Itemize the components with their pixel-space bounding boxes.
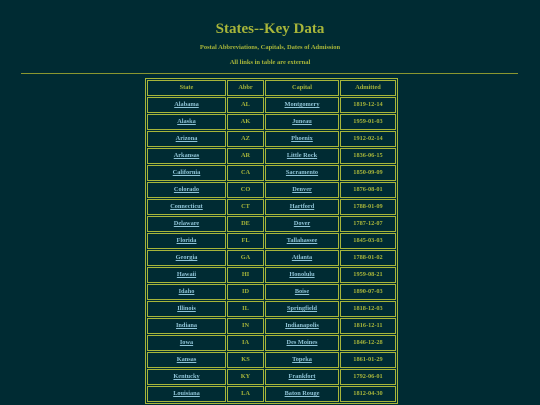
capital-link[interactable]: Honolulu — [289, 271, 315, 278]
table-row — [147, 335, 396, 351]
capital-link[interactable]: Des Moines — [286, 339, 318, 346]
abbr-cell: FL — [227, 233, 264, 249]
abbr-cell: DE — [227, 216, 264, 232]
table-row — [147, 386, 396, 402]
state-link[interactable]: Kentucky — [173, 373, 200, 380]
state-link[interactable]: Arizona — [175, 135, 198, 142]
state-cell — [147, 131, 226, 147]
table-row — [147, 165, 396, 181]
capital-link[interactable]: Little Rock — [286, 152, 318, 159]
state-cell — [147, 165, 226, 181]
admitted-cell: 1846-12-28 — [340, 335, 396, 351]
capital-link[interactable]: Indianapolis — [285, 322, 319, 329]
capital-cell — [265, 369, 339, 385]
capital-cell — [265, 199, 339, 215]
admitted-cell: 1861-01-29 — [340, 352, 396, 368]
admitted-cell: 1788-01-02 — [340, 250, 396, 266]
table-row — [147, 148, 396, 164]
table-row — [147, 267, 396, 283]
state-link[interactable]: Idaho — [178, 288, 195, 295]
table-row — [147, 182, 396, 198]
table-row — [147, 199, 396, 215]
state-cell — [147, 301, 226, 317]
state-link[interactable]: Illinois — [177, 305, 196, 312]
abbr-cell: GA — [227, 250, 264, 266]
admitted-cell: 1959-08-21 — [340, 267, 396, 283]
state-link[interactable]: Alabama — [174, 101, 199, 108]
column-header-abbr: Abbr — [227, 80, 264, 96]
abbr-cell: AL — [227, 97, 264, 113]
abbr-cell: LA — [227, 386, 264, 402]
table-row — [147, 233, 396, 249]
capital-link[interactable]: Atlanta — [291, 254, 313, 261]
abbr-cell: CA — [227, 165, 264, 181]
table-row — [147, 216, 396, 232]
table-row — [147, 284, 396, 300]
abbr-cell: CO — [227, 182, 264, 198]
state-cell — [147, 318, 226, 334]
table-body — [147, 97, 396, 402]
page-subtitle: Postal Abbreviations, Capitals, Dates of Admission — [199, 44, 341, 51]
state-link[interactable]: Connecticut — [170, 203, 203, 210]
capital-link[interactable]: Juneau — [292, 118, 312, 125]
state-cell — [147, 352, 226, 368]
state-link[interactable]: Hawaii — [176, 271, 197, 278]
capital-cell — [265, 165, 339, 181]
table-row — [147, 369, 396, 385]
capital-cell — [265, 182, 339, 198]
admitted-cell: 1812-04-30 — [340, 386, 396, 402]
abbr-cell: IN — [227, 318, 264, 334]
state-cell — [147, 216, 226, 232]
capital-link[interactable]: Hartford — [289, 203, 315, 210]
states-table — [145, 78, 398, 404]
capital-cell — [265, 250, 339, 266]
capital-cell — [265, 318, 339, 334]
capital-cell — [265, 131, 339, 147]
state-cell — [147, 250, 226, 266]
admitted-cell: 1850-09-09 — [340, 165, 396, 181]
state-link[interactable]: Colorado — [173, 186, 200, 193]
admitted-cell: 1816-12-11 — [340, 318, 396, 334]
capital-link[interactable]: Tallahassee — [286, 237, 318, 244]
abbr-cell: KS — [227, 352, 264, 368]
abbr-cell: ID — [227, 284, 264, 300]
state-link[interactable]: Florida — [176, 237, 197, 244]
admitted-cell: 1845-03-03 — [340, 233, 396, 249]
admitted-cell: 1818-12-03 — [340, 301, 396, 317]
table-row — [147, 97, 396, 113]
state-cell — [147, 199, 226, 215]
abbr-cell: IA — [227, 335, 264, 351]
abbr-cell: IL — [227, 301, 264, 317]
state-cell — [147, 386, 226, 402]
capital-cell — [265, 386, 339, 402]
capital-cell — [265, 335, 339, 351]
capital-link[interactable]: Springfield — [286, 305, 318, 312]
column-header-capital: Capital — [265, 80, 339, 96]
page-title: States--Key Data — [215, 21, 325, 37]
admitted-cell: 1836-06-15 — [340, 148, 396, 164]
capital-cell — [265, 301, 339, 317]
state-cell — [147, 267, 226, 283]
capital-link[interactable]: Phoenix — [291, 135, 313, 142]
state-cell — [147, 335, 226, 351]
state-link[interactable]: Alaska — [177, 118, 196, 125]
capital-link[interactable]: Montgomery — [284, 101, 320, 108]
capital-cell — [265, 97, 339, 113]
admitted-cell: 1959-01-03 — [340, 114, 396, 130]
external-links-note: All links in table are external — [229, 59, 311, 66]
table-row — [147, 114, 396, 130]
state-link[interactable]: Arkansas — [173, 152, 200, 159]
admitted-cell: 1819-12-14 — [340, 97, 396, 113]
table-row — [147, 131, 396, 147]
table-header-row — [147, 80, 396, 96]
abbr-cell: AR — [227, 148, 264, 164]
state-cell — [147, 284, 226, 300]
capital-link[interactable]: Topeka — [292, 356, 312, 363]
capital-link[interactable]: Frankfort — [288, 373, 316, 380]
admitted-cell: 1890-07-03 — [340, 284, 396, 300]
admitted-cell: 1792-06-01 — [340, 369, 396, 385]
state-link[interactable]: Delaware — [173, 220, 200, 227]
capital-link[interactable]: Boise — [294, 288, 310, 295]
abbr-cell: CT — [227, 199, 264, 215]
capital-cell — [265, 148, 339, 164]
state-link[interactable]: Louisiana — [173, 390, 200, 397]
capital-link[interactable]: Baton Rouge — [284, 390, 320, 397]
admitted-cell: 1912-02-14 — [340, 131, 396, 147]
horizontal-rule — [21, 73, 518, 74]
abbr-cell: HI — [227, 267, 264, 283]
state-link[interactable]: Kansas — [176, 356, 197, 363]
admitted-cell: 1787-12-07 — [340, 216, 396, 232]
capital-cell — [265, 233, 339, 249]
capital-cell — [265, 284, 339, 300]
abbr-cell: KY — [227, 369, 264, 385]
column-header-state: State — [147, 80, 226, 96]
state-cell — [147, 97, 226, 113]
capital-cell — [265, 352, 339, 368]
state-cell — [147, 182, 226, 198]
abbr-cell: AZ — [227, 131, 264, 147]
state-cell — [147, 369, 226, 385]
state-link[interactable]: Georgia — [175, 254, 198, 261]
table-row — [147, 318, 396, 334]
capital-cell — [265, 114, 339, 130]
capital-link[interactable]: Sacramento — [285, 169, 319, 176]
capital-link[interactable]: Dover — [293, 220, 311, 227]
state-cell — [147, 148, 226, 164]
state-link[interactable]: California — [172, 169, 201, 176]
table-row — [147, 352, 396, 368]
abbr-cell: AK — [227, 114, 264, 130]
capital-cell — [265, 267, 339, 283]
capital-link[interactable]: Denver — [292, 186, 312, 193]
capital-cell — [265, 216, 339, 232]
state-link[interactable]: Iowa — [179, 339, 194, 346]
table-row — [147, 301, 396, 317]
state-cell — [147, 233, 226, 249]
state-cell — [147, 114, 226, 130]
table-row — [147, 250, 396, 266]
admitted-cell: 1876-08-01 — [340, 182, 396, 198]
state-link[interactable]: Indiana — [175, 322, 197, 329]
column-header-admitted: Admitted — [340, 80, 396, 96]
admitted-cell: 1788-01-09 — [340, 199, 396, 215]
